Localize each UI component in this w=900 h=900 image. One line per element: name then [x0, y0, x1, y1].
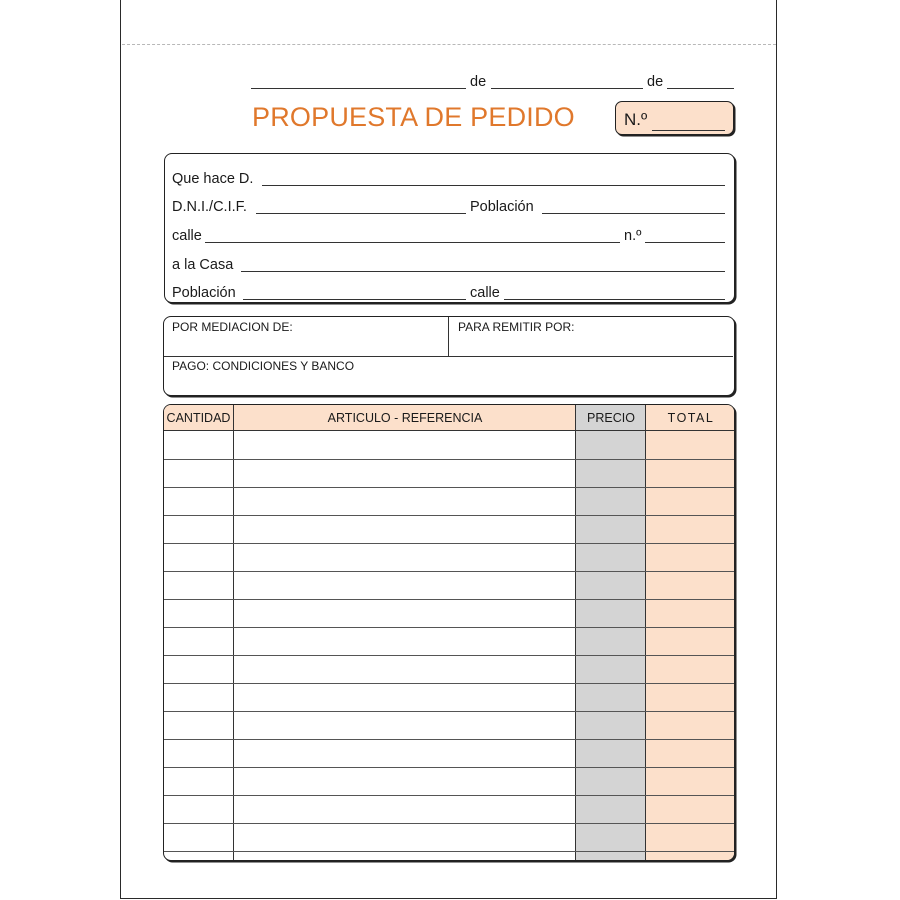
calle-label-1: calle	[172, 228, 202, 244]
table-row[interactable]	[164, 711, 735, 739]
order-number-line	[652, 130, 725, 131]
items-table	[163, 404, 735, 861]
shipping-box	[163, 316, 735, 396]
perforation-line	[122, 44, 776, 45]
calle-field-1[interactable]	[205, 242, 620, 243]
table-row-line	[164, 851, 735, 852]
shipping-divider-horizontal	[164, 356, 733, 357]
order-number-box[interactable]	[615, 101, 734, 135]
dni-field[interactable]	[256, 213, 466, 214]
poblacion-field-2[interactable]	[243, 299, 466, 300]
table-row[interactable]	[164, 627, 735, 655]
calle-label-2: calle	[470, 285, 500, 301]
que-hace-label: Que hace D.	[172, 171, 254, 187]
order-number-label: N.º	[624, 110, 648, 129]
que-hace-field[interactable]	[262, 185, 725, 186]
header-total: TOTAL	[667, 411, 715, 425]
poblacion-label-1: Población	[470, 199, 534, 215]
table-row[interactable]	[164, 459, 735, 487]
de-label-1: de	[470, 74, 487, 90]
date-year-line[interactable]	[667, 88, 734, 89]
date-month-line[interactable]	[491, 88, 643, 89]
poblacion-field-1[interactable]	[542, 213, 725, 214]
dni-label: D.N.I./C.I.F.	[172, 199, 247, 215]
calle-field-2[interactable]	[504, 299, 725, 300]
header-precio: PRECIO	[587, 411, 635, 425]
date-day-line[interactable]	[251, 88, 466, 89]
mediacion-label: POR MEDIACION DE:	[172, 320, 293, 334]
table-row[interactable]	[164, 431, 735, 459]
table-row[interactable]	[164, 739, 735, 767]
table-row[interactable]	[164, 823, 735, 851]
table-row[interactable]	[164, 599, 735, 627]
poblacion-label-2: Población	[172, 285, 236, 301]
table-row[interactable]	[164, 795, 735, 823]
table-row[interactable]	[164, 767, 735, 795]
table-row[interactable]	[164, 683, 735, 711]
shipping-divider-vertical	[448, 317, 449, 356]
pago-label: PAGO: CONDICIONES Y BANCO	[172, 359, 355, 373]
numero-label: n.º	[624, 228, 642, 244]
de-label-2: de	[647, 74, 664, 90]
header-articulo: ARTICULO - REFERENCIA	[327, 411, 483, 425]
header-cantidad: CANTIDAD	[166, 411, 231, 425]
a-la-casa-field[interactable]	[241, 271, 725, 272]
numero-field[interactable]	[645, 242, 725, 243]
table-row[interactable]	[164, 655, 735, 683]
table-row[interactable]	[164, 543, 735, 571]
remitir-label: PARA REMITIR POR:	[458, 320, 575, 334]
table-row[interactable]	[164, 515, 735, 543]
table-row[interactable]	[164, 487, 735, 515]
table-row[interactable]	[164, 571, 735, 599]
a-la-casa-label: a la Casa	[172, 257, 234, 273]
page-title: PROPUESTA DE PEDIDO	[252, 102, 575, 132]
